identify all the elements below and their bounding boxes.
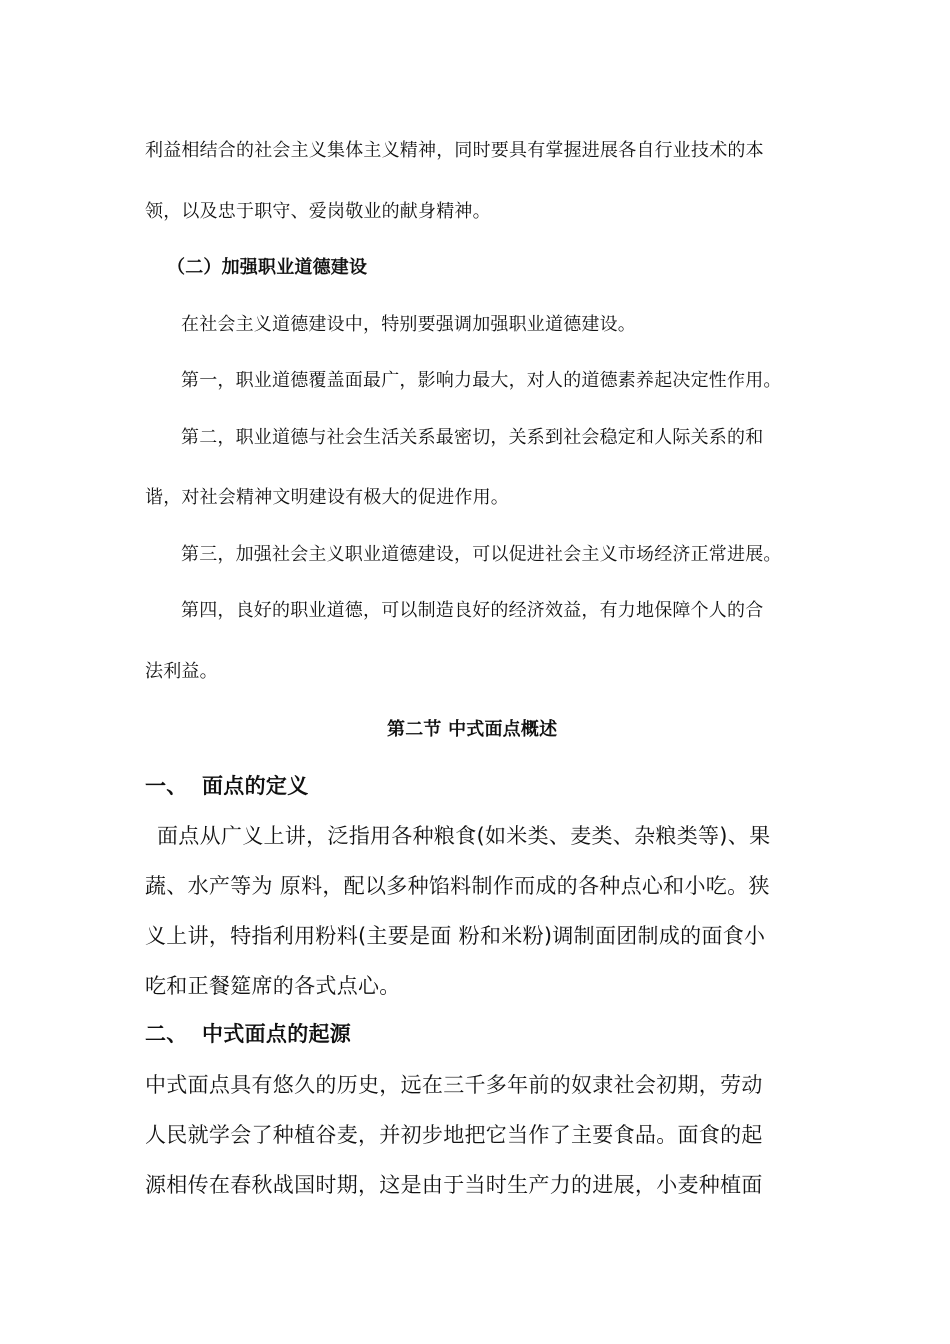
- heading-title: 中式面点的起源: [202, 1022, 352, 1046]
- heading-title: 面点的定义: [202, 774, 309, 798]
- body-text-line: 第四，良好的职业道德，可以制造良好的经济效益，有力地保障个人的合: [181, 600, 764, 621]
- body-text-line: 谐，对社会精神文明建设有极大的促进作用。: [145, 487, 509, 508]
- body-text-line: 人民就学会了种植谷麦，并初步地把它当作了主要食品。面食的起: [145, 1123, 763, 1147]
- body-text-line: 中式面点具有悠久的历史，远在三千多年前的奴隶社会初期，劳动: [145, 1073, 763, 1097]
- section-title: 第二节 中式面点概述: [387, 719, 558, 740]
- body-text-line: 义上讲，特指利用粉料(主要是面 粉和米粉)调制面团制成的面食小: [145, 924, 766, 948]
- subheading: （二）加强职业道德建设: [167, 257, 368, 278]
- body-text-line: 第三，加强社会主义职业道德建设，可以促进社会主义市场经济正常进展。: [181, 544, 782, 565]
- body-text-line: 源相传在春秋战国时期，这是由于当时生产力的进展，小麦种植面: [145, 1173, 763, 1197]
- body-text-line: 第二，职业道德与社会生活关系最密切，关系到社会稳定和人际关系的和: [181, 427, 764, 448]
- heading-number: 二、: [145, 1022, 188, 1046]
- heading: [145, 772, 309, 800]
- body-text-line: 吃和正餐筵席的各式点心。: [145, 974, 401, 998]
- body-text-line: 在社会主义道德建设中，特别要强调加强职业道德建设。: [181, 314, 636, 335]
- body-text-line: 领，以及忠于职守、爱岗敬业的献身精神。: [145, 201, 491, 222]
- heading: [145, 1020, 351, 1048]
- heading-number: 一、: [145, 774, 188, 798]
- body-text-line: 面点从广义上讲，泛指用各种粮食(如米类、麦类、杂粮类等)、果: [157, 824, 771, 848]
- body-text-line: 法利益。: [145, 661, 218, 682]
- body-text-line: 第一，职业道德覆盖面最广，影响力最大，对人的道德素养起决定性作用。: [181, 370, 782, 391]
- body-text-line: 利益相结合的社会主义集体主义精神，同时要具有掌握进展各自行业技术的本: [145, 140, 764, 161]
- body-text-line: 蔬、水产等为 原料，配以多种馅料制作而成的各种点心和小吃。狭: [145, 874, 770, 898]
